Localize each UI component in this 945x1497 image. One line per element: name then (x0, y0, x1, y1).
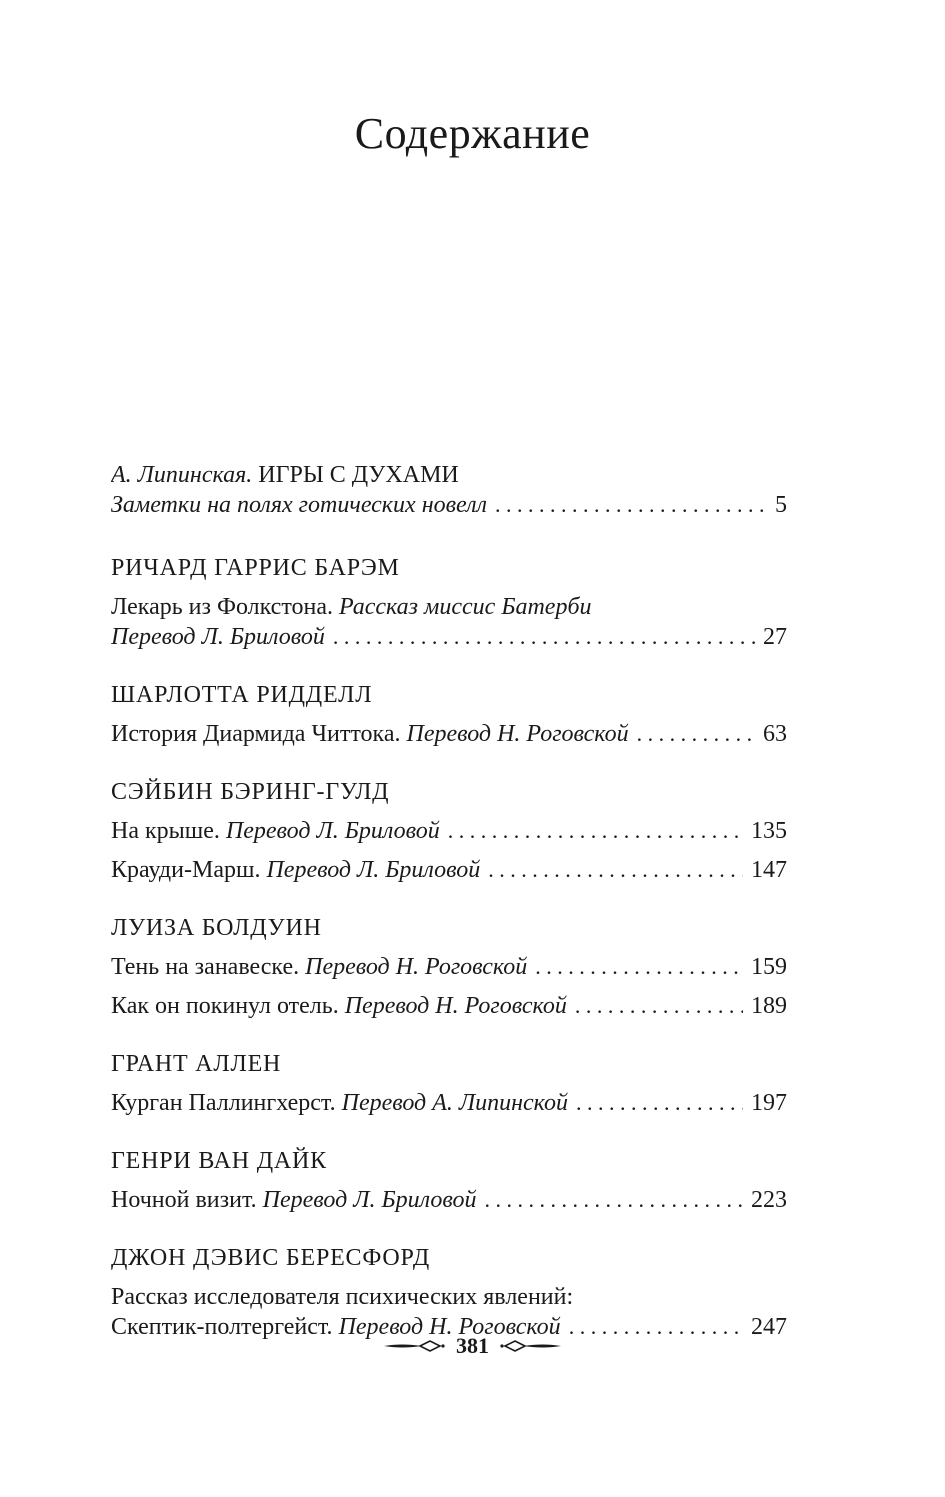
page-folio-number: 381 (456, 1333, 489, 1358)
translator: Перевод Л. Бриловой (262, 1187, 477, 1213)
story-title: Ночной визит. (111, 1187, 257, 1213)
page-number: 223 (751, 1187, 787, 1213)
page-number: 159 (751, 954, 787, 980)
toc-entry (111, 719, 787, 749)
translator: Перевод Н. Роговской (406, 721, 629, 747)
author-heading: РИЧАРД ГАРРИС БАРЭМ (111, 555, 400, 581)
translator: Перевод Л. Бриловой (225, 818, 440, 844)
translator: Перевод Л. Бриловой (111, 624, 325, 650)
story-subtitle: Рассказ миссис Батерби (339, 594, 592, 620)
leader-dots (495, 490, 767, 520)
page-number: 5 (775, 492, 787, 518)
intro-subtitle: Заметки на полях готических новелл (111, 492, 487, 518)
leader-dots (485, 1185, 744, 1215)
story-title: На крыше. (111, 818, 220, 844)
page-number: 147 (751, 857, 787, 883)
toc-entry (111, 816, 787, 846)
author-heading: ГРАНТ АЛЛЕН (111, 1051, 282, 1077)
leader-dots (575, 991, 743, 1021)
page-number: 63 (763, 721, 787, 747)
toc-entry (111, 622, 787, 652)
leader-dots (637, 719, 755, 749)
story-title: Скептик-полтергейст. (111, 1314, 333, 1340)
page-title: Содержание (354, 109, 591, 158)
toc-entry (111, 952, 787, 982)
author-heading: ДЖОН ДЭВИС БЕРЕСФОРД (111, 1245, 431, 1271)
table-of-contents (111, 460, 787, 1342)
toc-entry (111, 1185, 787, 1215)
right-ornament-icon (499, 1339, 563, 1353)
translator: Перевод Л. Бриловой (266, 857, 481, 883)
translator: Перевод А. Липинской (341, 1090, 568, 1116)
page-folio (0, 1333, 945, 1359)
story-title: Крауди-Марш. (111, 857, 261, 883)
intro-entry (111, 490, 787, 520)
author-heading: СЭЙБИН БЭРИНГ-ГУЛД (111, 779, 390, 805)
story-title: История Диармида Читтока. (111, 721, 401, 747)
leader-dots (488, 855, 743, 885)
leader-dots (576, 1088, 743, 1118)
page-number: 27 (763, 624, 787, 650)
translator: Перевод Н. Роговской (305, 954, 528, 980)
story-title-line (111, 592, 787, 622)
intro-heading (111, 460, 787, 490)
author-heading: ШАРЛОТТА РИДДЕЛЛ (111, 682, 373, 708)
leader-dots (448, 816, 743, 846)
story-title: Лекарь из Фолкстона. (111, 594, 333, 620)
left-ornament-icon (382, 1339, 446, 1353)
story-title: Курган Паллингхерст. (111, 1090, 336, 1116)
translator: Перевод Н. Роговской (338, 1314, 561, 1340)
intro-author: А. Липинская. (111, 462, 253, 488)
page-number: 189 (751, 993, 787, 1019)
author-heading: ГЕНРИ ВАН ДАЙК (111, 1148, 327, 1174)
story-title-line: Рассказ исследователя психических явлений: (111, 1284, 574, 1310)
toc-entry (111, 991, 787, 1021)
author-heading: ЛУИЗА БОЛДУИН (111, 915, 322, 941)
translator: Перевод Н. Роговской (344, 993, 567, 1019)
story-title: Тень на занавеске. (111, 954, 300, 980)
toc-entry (111, 855, 787, 885)
intro-title: ИГРЫ С ДУХАМИ (258, 462, 459, 488)
story-title: Как он покинул отель. (111, 993, 339, 1019)
toc-entry (111, 1088, 787, 1118)
page-number: 197 (751, 1090, 787, 1116)
leader-dots (333, 622, 755, 652)
page-number: 247 (751, 1314, 787, 1340)
page-number: 135 (751, 818, 787, 844)
leader-dots (535, 952, 743, 982)
